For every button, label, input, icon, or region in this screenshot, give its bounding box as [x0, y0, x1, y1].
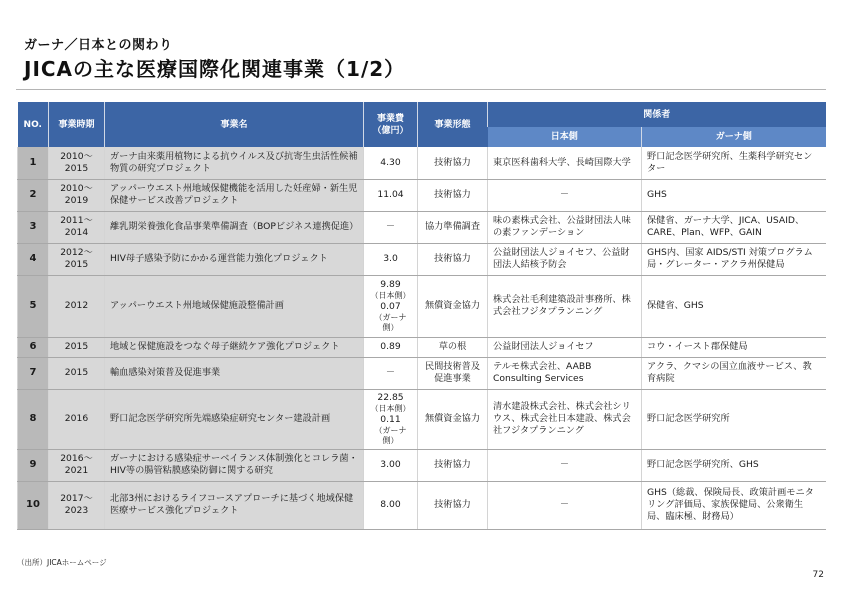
- table-row: [18, 337, 826, 357]
- row-period: 2010～2015: [49, 147, 105, 179]
- title-divider: [16, 89, 826, 90]
- row-cost: 11.04: [364, 179, 418, 211]
- row-cost: 3.0: [364, 243, 418, 275]
- row-form: 民間技術普及促進事業: [418, 357, 488, 389]
- row-ghana-side: 野口記念医学研究所、GHS: [642, 449, 826, 481]
- projects-table: [17, 102, 826, 530]
- row-ghana-side: 野口記念医学研究所、生薬科学研究センター: [642, 147, 826, 179]
- row-japan-side: 東京医科歯科大学、長崎国際大学: [488, 147, 642, 179]
- row-period: 2016: [49, 389, 105, 449]
- row-name: ガーナ由来薬用植物による抗ウイルス及び抗寄生虫活性候補物質の研究プロジェクト: [105, 147, 364, 179]
- cost-ghana-value: 0.11: [380, 414, 401, 425]
- source-note: （出所）JICAホームページ: [17, 558, 107, 567]
- column-header-ghana-side: ガーナ側: [642, 127, 826, 147]
- column-header-cost: 事業費（億円）: [364, 102, 418, 147]
- row-cost: [364, 389, 418, 449]
- row-japan-side: 公益財団法人ジョイセフ: [488, 337, 642, 357]
- row-no: 8: [18, 389, 49, 449]
- row-cost: －: [364, 357, 418, 389]
- table-row: [18, 389, 826, 449]
- table-row: [18, 357, 826, 389]
- row-name: 地域と保健施設をつなぐ母子継続ケア強化プロジェクト: [105, 337, 364, 357]
- row-ghana-side: 保健省、GHS: [642, 275, 826, 337]
- column-header-name: 事業名: [105, 102, 364, 147]
- row-form: 技術協力: [418, 449, 488, 481]
- row-japan-side: －: [488, 449, 642, 481]
- cost-japan-note: （日本側）: [370, 291, 411, 300]
- row-ghana-side: 保健省、ガーナ大学、JICA、USAID、CARE、Plan、WFP、GAIN: [642, 211, 826, 243]
- row-japan-side: 味の素株式会社、公益財団法人味の素ファンデーション: [488, 211, 642, 243]
- page-number: 72: [812, 570, 824, 580]
- row-japan-side: 清水建設株式会社、株式会社シリウス、株式会社日本建設、株式会社フジタプランニング: [488, 389, 642, 449]
- table-row: [18, 179, 826, 211]
- row-name: HIV母子感染予防にかかる運営能力強化プロジェクト: [105, 243, 364, 275]
- row-form: 協力準備調査: [418, 211, 488, 243]
- cost-ghana-note: （ガーナ側）: [374, 313, 407, 332]
- row-form: 草の根: [418, 337, 488, 357]
- row-period: 2016～2021: [49, 449, 105, 481]
- row-name: アッパーウエスト州地域保健施設整備計画: [105, 275, 364, 337]
- row-no: 1: [18, 147, 49, 179]
- row-form: 技術協力: [418, 243, 488, 275]
- row-name: 野口記念医学研究所先端感染症研究センター建設計画: [105, 389, 364, 449]
- row-no: 7: [18, 357, 49, 389]
- column-header-form: 事業形態: [418, 102, 488, 147]
- cost-ghana-note: （ガーナ側）: [374, 426, 407, 445]
- row-ghana-side: コウ・イースト郡保健局: [642, 337, 826, 357]
- row-cost: 8.00: [364, 481, 418, 529]
- table-row: [18, 449, 826, 481]
- table-row: [18, 211, 826, 243]
- column-header-period: 事業時期: [49, 102, 105, 147]
- row-name: ガーナにおける感染症サーベイランス体制強化とコレラ菌・HIV等の腸管粘膜感染防御に関する研究: [105, 449, 364, 481]
- column-header-stakeholders: 関係者: [488, 102, 826, 127]
- row-japan-side: －: [488, 481, 642, 529]
- table-row: [18, 243, 826, 275]
- row-cost: 4.30: [364, 147, 418, 179]
- row-ghana-side: アクラ、クマシの国立血液サービス、教育病院: [642, 357, 826, 389]
- cost-ghana-value: 0.07: [380, 301, 401, 312]
- cost-japan-note: （日本側）: [370, 404, 411, 413]
- row-japan-side: －: [488, 179, 642, 211]
- row-name: 離乳期栄養強化食品事業準備調査（BOPビジネス連携促進）: [105, 211, 364, 243]
- row-no: 3: [18, 211, 49, 243]
- row-cost: [364, 275, 418, 337]
- row-period: 2010～2019: [49, 179, 105, 211]
- row-ghana-side: GHS（総裁、保険局長、政策計画モニタリング評価局、家族保健局、公衆衛生局、臨床極、財務局）: [642, 481, 826, 529]
- table-row: [18, 481, 826, 529]
- row-period: 2012: [49, 275, 105, 337]
- row-no: 6: [18, 337, 49, 357]
- row-no: 2: [18, 179, 49, 211]
- row-cost: －: [364, 211, 418, 243]
- row-form: 技術協力: [418, 481, 488, 529]
- table-row: [18, 147, 826, 179]
- cost-japan-value: 22.85: [377, 392, 404, 403]
- row-period: 2012～2015: [49, 243, 105, 275]
- row-japan-side: テルモ株式会社、AABB Consulting Services: [488, 357, 642, 389]
- cost-japan-value: 9.89: [380, 279, 401, 290]
- row-form: 無償資金協力: [418, 389, 488, 449]
- page-title: JICAの主な医療国際化関連事業（1/2）: [24, 57, 406, 81]
- row-no: 10: [18, 481, 49, 529]
- row-no: 5: [18, 275, 49, 337]
- row-period: 2017～2023: [49, 481, 105, 529]
- row-name: 北部3州におけるライフコースアプローチに基づく地域保健医療サービス強化プロジェクト: [105, 481, 364, 529]
- row-period: 2015: [49, 337, 105, 357]
- row-cost: 3.00: [364, 449, 418, 481]
- row-form: 技術協力: [418, 147, 488, 179]
- row-ghana-side: GHS内、国家 AIDS/STI 対策プログラム局・グレーター・アクラ州保健局: [642, 243, 826, 275]
- row-ghana-side: 野口記念医学研究所: [642, 389, 826, 449]
- row-japan-side: 公益財団法人ジョイセフ、公益財団法人結核予防会: [488, 243, 642, 275]
- column-header-no: NO.: [18, 102, 49, 147]
- table-row: [18, 275, 826, 337]
- row-period: 2015: [49, 357, 105, 389]
- row-form: 技術協力: [418, 179, 488, 211]
- row-no: 9: [18, 449, 49, 481]
- row-name: アッパーウエスト州地域保健機能を活用した妊産婦・新生児保健サービス改善プロジェクト: [105, 179, 364, 211]
- row-japan-side: 株式会社毛利建築設計事務所、株式会社フジタプランニング: [488, 275, 642, 337]
- row-ghana-side: GHS: [642, 179, 826, 211]
- row-period: 2011～2014: [49, 211, 105, 243]
- row-no: 4: [18, 243, 49, 275]
- row-form: 無償資金協力: [418, 275, 488, 337]
- row-cost: 0.89: [364, 337, 418, 357]
- section-subtitle: ガーナ／日本との関わり: [24, 38, 173, 53]
- column-header-japan-side: 日本側: [488, 127, 642, 147]
- row-name: 輸血感染対策普及促進事業: [105, 357, 364, 389]
